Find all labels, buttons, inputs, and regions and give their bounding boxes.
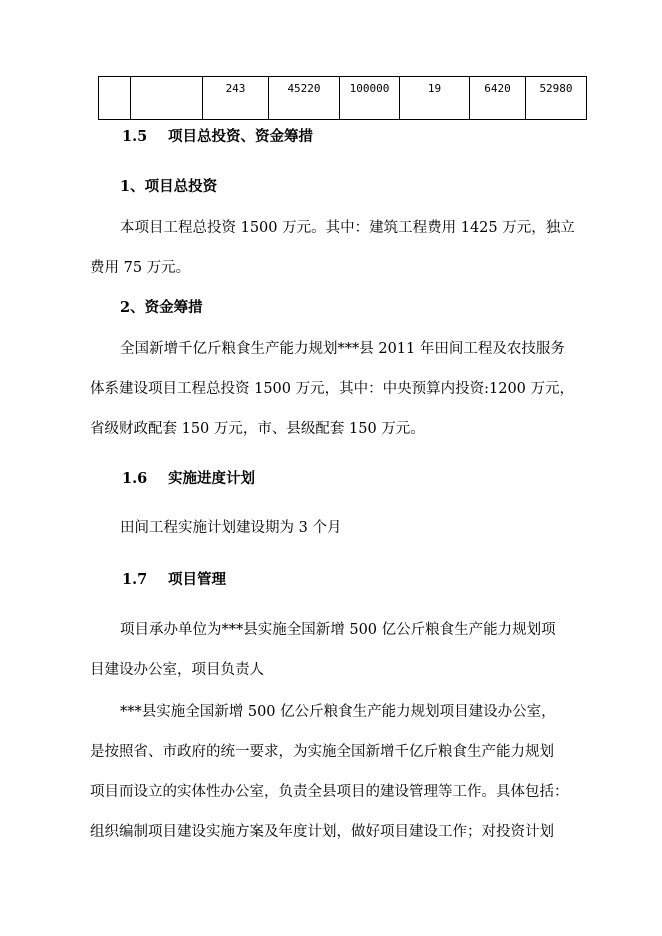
table-cell: 100000: [340, 77, 400, 120]
paragraph-line: 省级财政配套 150 万元，市、县级配套 150 万元。: [90, 421, 425, 437]
subheading: 1、项目总投资: [120, 178, 218, 195]
paragraph-line: 目建设办公室，项目负责人: [90, 662, 264, 678]
table-cell: 45220: [269, 77, 340, 120]
table-cell: 52980: [526, 77, 587, 120]
section-number: 1.6: [122, 470, 148, 487]
section-number: 1.5: [122, 128, 148, 145]
section-title: 实施进度计划: [168, 470, 255, 487]
subheading: 2、资金筹措: [120, 299, 203, 316]
table-row: [99, 77, 587, 120]
paragraph-line: 田间工程实施计划建设期为 3 个月: [120, 520, 342, 536]
table-cell: 19: [400, 77, 470, 120]
table-cell: 6420: [470, 77, 526, 120]
paragraph-line: ***县实施全国新增 500 亿公斤粮食生产能力规划项目建设办公室，: [120, 704, 556, 720]
paragraph-line: 本项目工程总投资 1500 万元。其中：建筑工程费用 1425 万元，独立: [120, 220, 575, 236]
paragraph-line: 项目而设立的实体性办公室，负责全县项目的建设管理等工作。具体包括：: [90, 784, 569, 800]
table-cell: [99, 77, 131, 120]
section-title: 项目管理: [168, 571, 226, 588]
paragraph-line: 组织编制项目建设实施方案及年度计划，做好项目建设工作；对投资计划: [90, 824, 554, 840]
paragraph-line: 是按照省、市政府的统一要求，为实施全国新增千亿斤粮食生产能力规划: [90, 744, 554, 760]
table-cell: [131, 77, 203, 120]
data-table: [98, 76, 587, 120]
paragraph-line: 全国新增千亿斤粮食生产能力规划***县 2011 年田间工程及农技服务: [120, 341, 565, 357]
section-title: 项目总投资、资金筹措: [168, 128, 313, 145]
paragraph-line: 体系建设项目工程总投资 1500 万元，其中：中央预算内投资:1200 万元，: [90, 381, 575, 397]
section-number: 1.7: [122, 571, 148, 588]
paragraph-line: 项目承办单位为***县实施全国新增 500 亿公斤粮食生产能力规划项: [120, 622, 556, 638]
table-cell: 243: [203, 77, 269, 120]
paragraph-line: 费用 75 万元。: [90, 260, 191, 276]
